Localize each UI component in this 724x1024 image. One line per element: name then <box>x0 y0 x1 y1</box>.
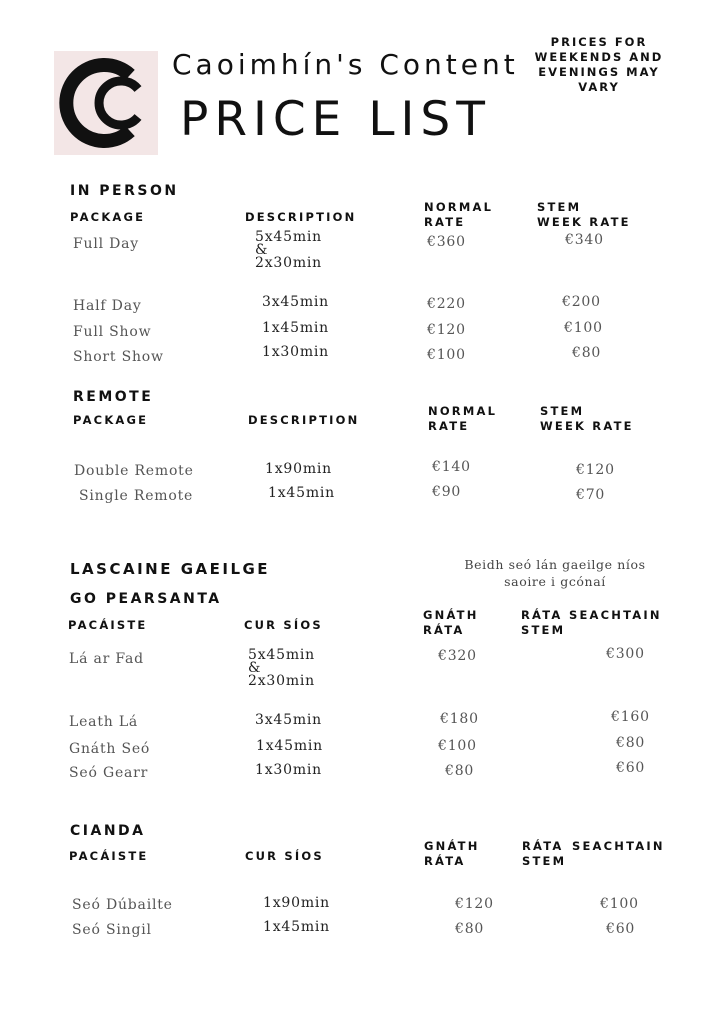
column-header-description: CUR SÍOS <box>244 618 323 632</box>
table-cell-description: 1x45min <box>263 919 330 935</box>
table-cell-package: Half Day <box>73 298 142 314</box>
table-cell-description: 3x45min <box>255 712 322 728</box>
table-cell-normal-rate: €100 <box>427 347 466 363</box>
table-cell-description: 1x30min <box>262 344 329 360</box>
table-cell-package: Seó Singil <box>72 922 152 938</box>
column-header-stem-rate: RÁTA STEM <box>522 839 567 868</box>
table-cell-package: Full Day <box>73 236 140 252</box>
table-cell-normal-rate: €100 <box>438 738 477 754</box>
pricing-note: PRICES FOR WEEKENDS AND EVENINGS MAY VARY <box>534 35 664 94</box>
irish-discount-note: Beidh seó lán gaeilge níos saoire i gcónaí <box>464 557 646 589</box>
table-cell-stem-rate: €70 <box>576 487 606 503</box>
table-cell-description: 1x45min <box>262 320 329 336</box>
table-cell-normal-rate: €120 <box>427 322 466 338</box>
table-cell-package: Gnáth Seó <box>69 741 151 757</box>
logo <box>54 51 158 155</box>
column-header-week: SEACHTAIN <box>572 839 665 853</box>
column-header-normal-rate: NORMAL RATE <box>424 200 494 229</box>
table-cell-normal-rate: €220 <box>427 296 466 312</box>
table-cell-package: Full Show <box>73 324 152 340</box>
table-cell-package: Short Show <box>73 349 164 365</box>
table-cell-stem-rate: €60 <box>616 760 646 776</box>
page-title: PRICE LIST <box>180 92 491 147</box>
section-heading-remote: REMOTE <box>73 389 154 405</box>
column-header-normal-rate: GNÁTH RÁTA <box>424 839 480 868</box>
table-cell-stem-rate: €120 <box>576 462 615 478</box>
table-cell-stem-rate: €100 <box>564 320 603 336</box>
column-header-normal-rate: GNÁTH RÁTA <box>423 608 479 637</box>
section-heading-go-pearsanta: GO PEARSANTA <box>70 591 222 607</box>
table-cell-normal-rate: €120 <box>455 896 494 912</box>
table-cell-description: 1x45min <box>268 485 335 501</box>
table-cell-stem-rate: €200 <box>562 294 601 310</box>
column-header-week: SEACHTAIN <box>569 608 662 622</box>
section-heading-cianda: CIANDA <box>70 823 146 839</box>
table-cell-stem-rate: €300 <box>606 646 645 662</box>
table-cell-description: 3x45min <box>262 294 329 310</box>
table-cell-package: Seó Gearr <box>69 765 149 781</box>
table-cell-package: Leath Lá <box>69 714 139 730</box>
table-cell-normal-rate: €320 <box>438 648 477 664</box>
cc-logo-icon <box>54 51 158 155</box>
column-header-description: DESCRIPTION <box>245 210 357 224</box>
table-cell-description: 1x90min <box>263 895 330 911</box>
column-header-description: CUR SÍOS <box>245 849 324 863</box>
table-cell-description: 1x45min <box>256 738 323 754</box>
section-heading-in-person: IN PERSON <box>70 183 179 199</box>
table-cell-package: Lá ar Fad <box>69 651 144 667</box>
table-cell-stem-rate: €100 <box>600 896 639 912</box>
table-cell-description: 1x30min <box>255 762 322 778</box>
table-cell-normal-rate: €90 <box>432 484 462 500</box>
table-cell-normal-rate: €140 <box>432 459 471 475</box>
column-header-stem-rate: RÁTA STEM <box>521 608 566 637</box>
table-cell-normal-rate: €80 <box>445 763 475 779</box>
table-cell-normal-rate: €80 <box>455 921 485 937</box>
column-header-stem-rate: STEM WEEK RATE <box>540 404 634 433</box>
column-header-package: PACKAGE <box>70 210 146 224</box>
column-header-package: PACÁISTE <box>68 618 148 632</box>
table-cell-package: Double Remote <box>74 463 194 479</box>
column-header-package: PACÁISTE <box>69 849 149 863</box>
column-header-package: PACKAGE <box>73 413 149 427</box>
column-header-description: DESCRIPTION <box>248 413 360 427</box>
table-cell-normal-rate: €360 <box>427 234 466 250</box>
table-cell-stem-rate: €60 <box>606 921 636 937</box>
column-header-stem-rate: STEM WEEK RATE <box>537 200 631 229</box>
table-cell-description: 5x45min & 2x30min <box>255 229 322 271</box>
table-cell-normal-rate: €180 <box>440 711 479 727</box>
table-cell-package: Seó Dúbailte <box>72 897 173 913</box>
brand-name: Caoimhín's Content <box>172 48 519 81</box>
table-cell-stem-rate: €340 <box>565 232 604 248</box>
table-cell-package: Single Remote <box>79 488 194 504</box>
table-cell-stem-rate: €80 <box>616 735 646 751</box>
table-cell-description: 1x90min <box>265 461 332 477</box>
section-heading-lascaine: LASCAINE GAEILGE <box>70 560 271 578</box>
table-cell-description: 5x45min & 2x30min <box>248 647 315 689</box>
table-cell-stem-rate: €80 <box>572 345 602 361</box>
column-header-normal-rate: NORMAL RATE <box>428 404 498 433</box>
table-cell-stem-rate: €160 <box>611 709 650 725</box>
